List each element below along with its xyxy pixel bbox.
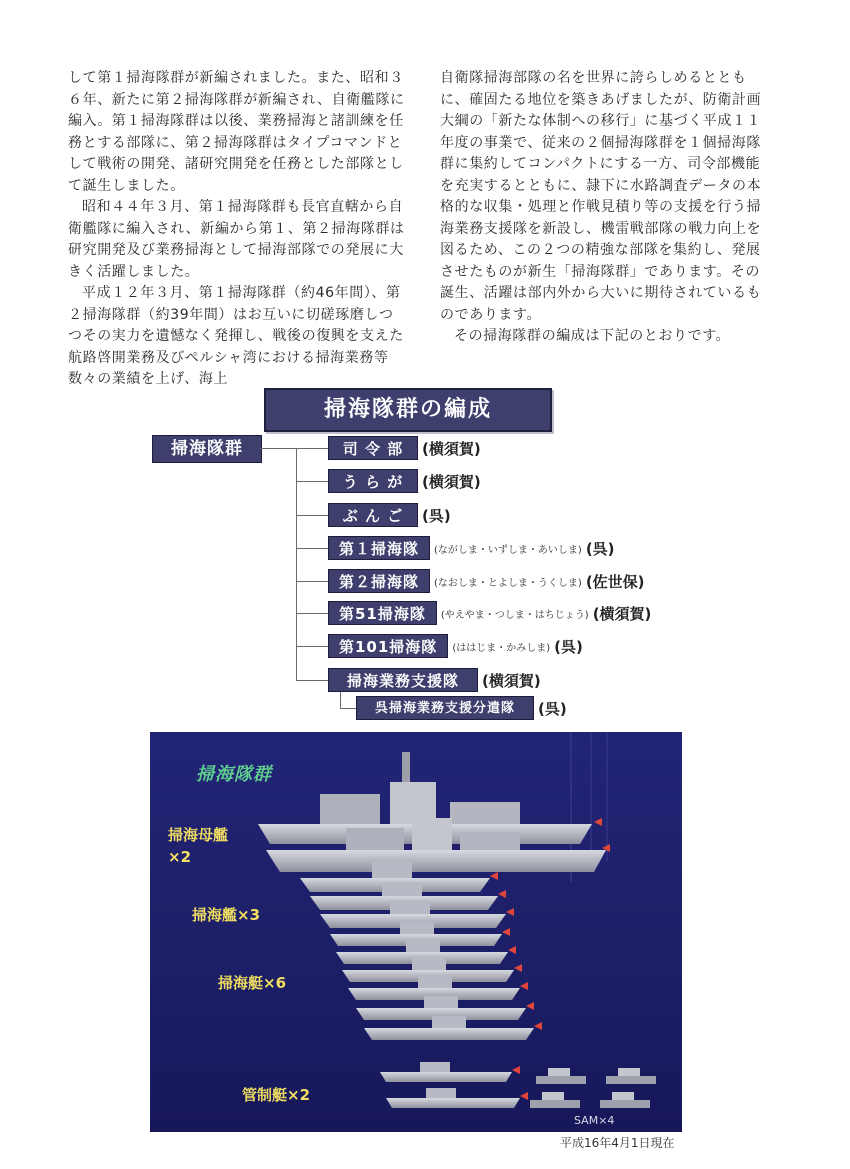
org-unit-mine-division-1	[328, 535, 615, 561]
connector-branch	[296, 646, 328, 647]
org-unit-members: (やえやま・つしま・はちじょう)	[440, 609, 589, 621]
sam-boat	[536, 1068, 586, 1084]
caption-mine-tenders-name: 掃海母艦	[168, 826, 229, 844]
sam-label: SAM×4	[574, 1114, 615, 1127]
org-unit-location: (横須賀)	[592, 604, 652, 623]
org-unit-location: (呉)	[422, 506, 451, 525]
connector-sub	[340, 692, 341, 708]
left-text-column	[68, 68, 406, 391]
sam-boat	[530, 1092, 580, 1108]
org-unit-name: 呉掃海業務支援分遣隊	[356, 696, 534, 720]
org-unit-mine-division-101	[328, 633, 583, 659]
fleet-photo	[150, 732, 682, 1132]
org-unit-support-detachment	[356, 695, 567, 721]
connector-branch	[296, 481, 328, 482]
org-unit-location: (呉)	[554, 637, 583, 656]
org-unit-members: (ははじま・かみしま)	[452, 642, 551, 654]
org-unit-support	[328, 667, 541, 693]
org-unit-location: (呉)	[538, 699, 567, 718]
org-unit-location: (呉)	[585, 539, 615, 558]
left-paragraph-3: 平成１２年３月、第１掃海隊群（約46年間）、第２掃海隊群（約39年間）はお互いに切磋琢磨しつつその実力を遺憾なく発揮し、戦後の復興を支えた航路啓開業務及びペルシャ湾における掃海業務等数々の業績を上げ、海上	[68, 285, 404, 387]
org-unit-name: ぶ ん ご	[328, 503, 418, 527]
control-boat-ship	[386, 1088, 528, 1108]
sam-boat	[600, 1092, 650, 1108]
org-unit-hq	[328, 435, 481, 461]
caption-minesweepers-ocean: 掃海艦×3	[192, 906, 261, 924]
sam-boat	[606, 1068, 656, 1084]
org-chart-title: 掃海隊群の編成	[264, 388, 552, 432]
caption-mine-tenders	[168, 824, 228, 868]
connector-root	[260, 448, 328, 449]
right-paragraph-1: 自衛隊掃海部隊の名を世界に誇らしめるとともに、確固たる地位を築きあげましたが、防衛計画大綱の「新たな体制への移行」に基づく平成１１年度の事業で、従来の２個掃海隊群を１個掃海隊群に集約してコンパクトにする一方、司令部機能を充実するとともに、隷下に水路調査データの本格的な収集・処理と作戦見積り等の支援を行う掃海業務支援隊を新設し、機雷戦部隊の戦力向上を図るため、この２つの精強な部隊を集約し、発展させたものが新生「掃海隊群」であります。その誕生、活躍は部内外から大いに期待されているものであります。	[440, 70, 762, 323]
right-text-column	[440, 68, 770, 348]
photo-date: 平成16年4月1日現在	[560, 1136, 675, 1150]
org-unit-uraga	[328, 468, 481, 494]
caption-minesweepers-coastal: 掃海艇×6	[218, 974, 287, 992]
org-unit-name: 第101掃海隊	[328, 634, 448, 658]
connector-branch	[296, 548, 328, 549]
left-paragraph-2: 昭和４４年３月、第１掃海隊群も長官直轄から自衛艦隊に編入され、新編から第１、第２掃海隊群は研究開発及び業務掃海として掃海部隊での発展に大きく活躍しました。	[68, 199, 405, 280]
org-unit-name: 第２掃海隊	[328, 569, 430, 593]
org-unit-name: 第１掃海隊	[328, 536, 430, 560]
org-unit-location: (佐世保)	[585, 572, 645, 591]
org-unit-location: (横須賀)	[422, 472, 481, 491]
left-paragraph-1: して第１掃海隊群が新編されました。また、昭和３６年、新たに第２掃海隊群が新編され、自衛艦隊に編入。第１掃海隊群は以後、業務掃海と諸訓練を任務とする部隊に、第２掃海隊群はタイプコマンドとして戦術の開発、諸研究開発を任務とした部隊として誕生しました。	[68, 70, 405, 194]
org-chart-root: 掃海隊群	[152, 435, 262, 463]
caption-mine-tenders-count: ×2	[168, 848, 192, 866]
org-unit-members: (ながしま・いずしま・あいしま)	[434, 544, 582, 556]
org-unit-location: (横須賀)	[422, 439, 481, 458]
org-unit-mine-division-2	[328, 568, 645, 594]
connector-branch	[296, 680, 328, 681]
org-unit-name: 第51掃海隊	[328, 601, 437, 625]
org-unit-name: 掃海業務支援隊	[328, 668, 478, 692]
org-unit-location: (横須賀)	[482, 671, 541, 690]
photo-title: 掃海隊群	[196, 764, 272, 785]
connector-branch	[296, 515, 328, 516]
connector-branch	[296, 613, 328, 614]
org-unit-members: (なおしま・とよしま・うくしま)	[434, 577, 582, 589]
right-paragraph-2: その掃海隊群の編成は下記のとおりです。	[454, 328, 731, 344]
caption-control-boats: 管制艇×2	[242, 1086, 311, 1104]
org-unit-mine-division-51	[328, 600, 651, 626]
org-unit-name: 司 令 部	[328, 436, 418, 460]
fleet-illustration	[150, 732, 682, 1132]
org-unit-bungo	[328, 502, 451, 528]
connector-branch	[296, 581, 328, 582]
control-boat-ship	[380, 1062, 520, 1082]
org-unit-name: う ら が	[328, 469, 418, 493]
connector-sub	[340, 708, 356, 709]
